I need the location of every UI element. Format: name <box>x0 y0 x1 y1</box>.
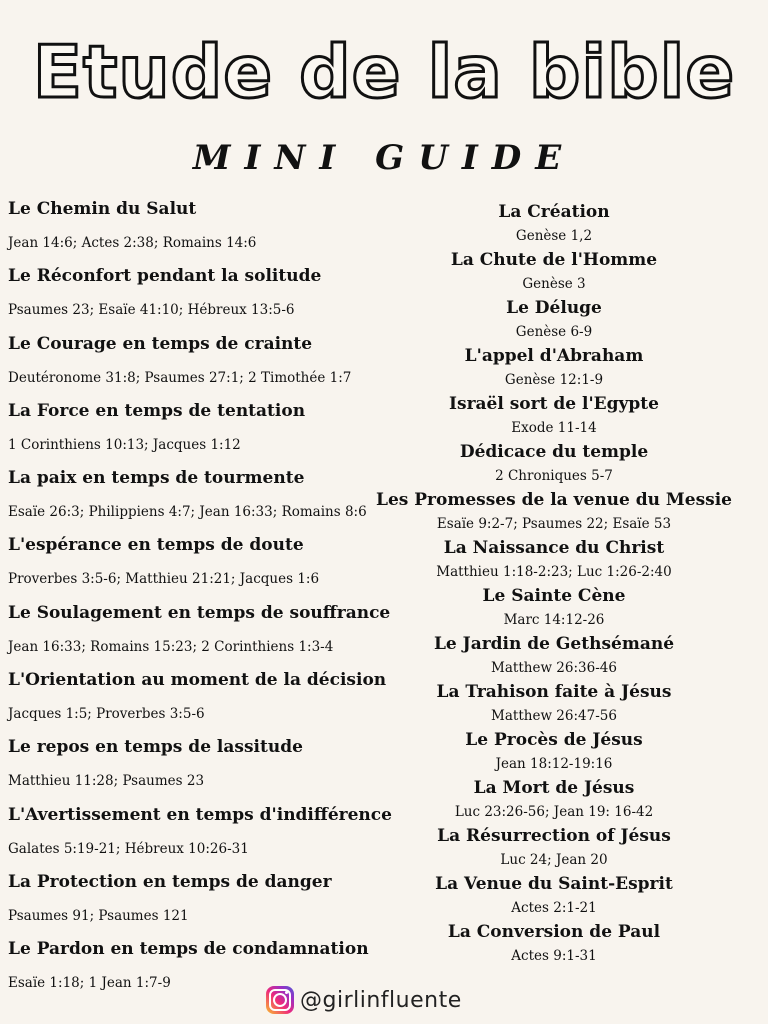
instagram-icon <box>266 986 294 1014</box>
topic-refs: Jean 16:33; Romains 15:23; 2 Corinthiens 1:3-4 <box>8 638 334 655</box>
event-refs: Genèse 6-9 <box>515 324 593 340</box>
event-title: La Conversion de Paul <box>447 922 661 942</box>
event-title: La Mort de Jésus <box>473 778 635 798</box>
topic-refs: Esaïe 1:18; 1 Jean 1:7-9 <box>8 975 171 992</box>
topic-title: Le Chemin du Salut <box>8 199 197 219</box>
event-item <box>265 536 733 584</box>
topic-title: Le Soulagement en temps de souffrance <box>8 602 391 623</box>
event-item <box>265 488 733 536</box>
event-title: Le Jardin de Gethsémané <box>433 634 675 654</box>
topic-title: Le repos en temps de lassitude <box>8 737 303 758</box>
event-refs: Jean 18:12-19:16 <box>495 756 613 772</box>
topic-refs: Jacques 1:5; Proverbes 3:5-6 <box>8 706 205 723</box>
event-item <box>265 824 733 872</box>
topic-refs: Matthieu 11:28; Psaumes 23 <box>8 773 205 790</box>
event-refs: Actes 2:1-21 <box>511 900 597 916</box>
event-item <box>265 392 733 440</box>
topic-refs: Deutéronome 31:8; Psaumes 27:1; 2 Timothée 1:7 <box>8 369 352 386</box>
events-column <box>375 200 768 968</box>
social-footer <box>266 984 462 1016</box>
topic-refs: Galates 5:19-21; Hébreux 10:26-31 <box>8 840 249 857</box>
event-refs: Exode 11-14 <box>511 420 597 436</box>
event-title: Le Procès de Jésus <box>465 730 643 750</box>
event-refs: Matthew 26:47-56 <box>491 708 617 724</box>
event-refs: Matthieu 1:18-2:23; Luc 1:26-2:40 <box>436 564 672 580</box>
event-title: Israël sort de l'Egypte <box>449 394 659 414</box>
event-item <box>265 584 733 632</box>
topic-title: L'espérance en temps de doute <box>8 535 304 556</box>
event-title: La Trahison faite à Jésus <box>436 682 672 702</box>
event-item <box>265 920 733 968</box>
event-item <box>265 440 733 488</box>
event-title: La Création <box>498 202 610 222</box>
topic-refs: Esaïe 26:3; Philippiens 4:7; Jean 16:33; Romains 8:6 <box>8 504 367 521</box>
event-item <box>265 680 733 728</box>
topic-refs: Psaumes 23; Esaïe 41:10; Hébreux 13:5-6 <box>8 302 295 319</box>
topic-title: La Force en temps de tentation <box>8 400 306 421</box>
event-refs: Esaïe 9:2-7; Psaumes 22; Esaïe 53 <box>436 516 672 532</box>
event-refs: 2 Chroniques 5-7 <box>495 468 613 484</box>
event-title: La Venue du Saint-Esprit <box>435 874 673 894</box>
event-item <box>265 872 733 920</box>
event-item <box>265 632 733 680</box>
topic-title: L'Avertissement en temps d'indifférence <box>8 804 392 825</box>
topic-title: Le Réconfort pendant la solitude <box>8 266 322 287</box>
event-item <box>265 296 733 344</box>
page-subtitle: MINI GUIDE <box>192 138 576 178</box>
event-item <box>265 248 733 296</box>
topic-title: Le Pardon en temps de condamnation <box>8 939 369 960</box>
event-title: Dédicace du temple <box>459 442 649 462</box>
event-refs: Genèse 12:1-9 <box>504 372 604 388</box>
topic-refs: Proverbes 3:5-6; Matthieu 21:21; Jacques 1:6 <box>8 571 320 588</box>
event-title: La Résurrection of Jésus <box>437 826 671 846</box>
page-title: Etude de la bible <box>32 30 736 114</box>
topic-refs: 1 Corinthiens 10:13; Jacques 1:12 <box>8 436 241 453</box>
topic-title: La Protection en temps de danger <box>8 871 332 892</box>
event-item <box>265 200 733 248</box>
topic-title: La paix en temps de tourmente <box>8 468 305 489</box>
event-refs: Genèse 1,2 <box>515 228 593 244</box>
event-refs: Matthew 26:36-46 <box>491 660 617 676</box>
event-title: La Naissance du Christ <box>443 538 665 558</box>
event-title: Le Sainte Cène <box>482 586 626 606</box>
event-item <box>265 344 733 392</box>
event-refs: Actes 9:1-31 <box>511 948 597 964</box>
topic-title: L'Orientation au moment de la décision <box>8 670 387 691</box>
event-refs: Marc 14:12-26 <box>503 612 605 628</box>
event-item <box>265 776 733 824</box>
topic-refs: Jean 14:6; Actes 2:38; Romains 14:6 <box>8 235 257 251</box>
event-refs: Genèse 3 <box>522 276 586 292</box>
event-title: L'appel d'Abraham <box>464 346 644 366</box>
event-refs: Luc 24; Jean 20 <box>500 852 608 868</box>
instagram-handle: @girlinfluente <box>300 987 462 1013</box>
event-refs: Luc 23:26-56; Jean 19: 16-42 <box>454 804 654 820</box>
event-item <box>265 728 733 776</box>
topic-refs: Psaumes 91; Psaumes 121 <box>8 907 189 924</box>
event-title: Le Déluge <box>506 298 602 318</box>
topic-title: Le Courage en temps de crainte <box>8 333 313 354</box>
event-title: Les Promesses de la venue du Messie <box>376 490 732 510</box>
event-title: La Chute de l'Homme <box>450 250 658 270</box>
